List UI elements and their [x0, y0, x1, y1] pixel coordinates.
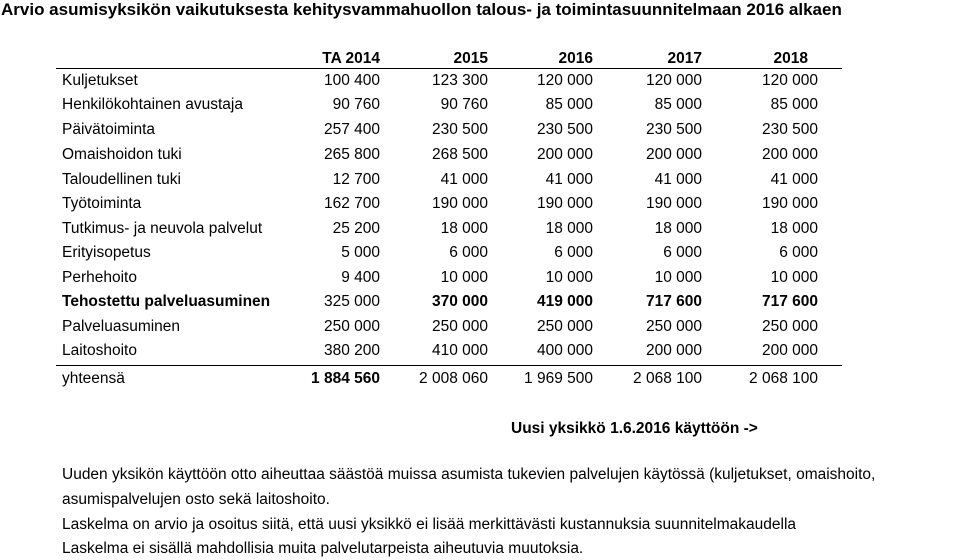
- column-header-2017: 2017: [667, 50, 702, 67]
- table-cell: 85 000: [654, 96, 702, 113]
- table-row: [0, 293, 960, 317]
- note-line: asumispalvelujen osto sekä laitoshoito.: [62, 491, 330, 508]
- table-cell: 230 500: [431, 121, 488, 138]
- table-cell: 230 500: [536, 121, 593, 138]
- table-cell: 190 000: [431, 195, 488, 212]
- table-cell: 10 000: [770, 269, 818, 286]
- total-cell: 2 068 100: [749, 370, 818, 387]
- table-cell: 250 000: [761, 318, 818, 335]
- table-cell: 6 000: [663, 244, 702, 261]
- table-row: [0, 318, 960, 342]
- table-cell: 18 000: [654, 220, 702, 237]
- table-cell: 200 000: [645, 146, 702, 163]
- table-cell: 257 400: [323, 121, 380, 138]
- table-cell: 90 760: [440, 96, 488, 113]
- page-title: Arvio asumisyksikön vaikutuksesta kehitysvammahuollon talous- ja toimintasuunnitelmaan 2016 alkaen: [1, 0, 842, 19]
- table-cell: 18 000: [440, 220, 488, 237]
- table-cell: 120 000: [645, 72, 702, 89]
- row-label: Palveluasuminen: [62, 318, 181, 335]
- note-line: Laskelma on arvio ja osoitus siitä, että uusi yksikkö ei lisää merkittävästi kustannuksia suunnitelmakaudella: [62, 516, 797, 533]
- table-cell: 90 760: [332, 96, 380, 113]
- header-divider: [56, 68, 842, 69]
- table-cell: 162 700: [323, 195, 380, 212]
- column-header-2016: 2016: [558, 50, 593, 67]
- table-cell: 120 000: [761, 72, 818, 89]
- table-cell: 41 000: [545, 171, 593, 188]
- column-header-2018: 2018: [773, 50, 808, 67]
- table-cell: 190 000: [645, 195, 702, 212]
- table-cell: 250 000: [536, 318, 593, 335]
- table-row: [0, 220, 960, 244]
- row-label: Omaishoidon tuki: [62, 146, 182, 163]
- table-row: [0, 269, 960, 293]
- table-cell: 200 000: [761, 146, 818, 163]
- table-cell: 717 600: [761, 293, 818, 310]
- table-cell: 717 600: [645, 293, 702, 310]
- row-label: Erityisopetus: [62, 244, 151, 261]
- table-cell: 25 200: [332, 220, 380, 237]
- table-cell: 265 800: [323, 146, 380, 163]
- table-cell: 10 000: [654, 269, 702, 286]
- table-cell: 419 000: [536, 293, 593, 310]
- table-cell: 380 200: [323, 342, 380, 359]
- new-unit-note: Uusi yksikkö 1.6.2016 käyttöön ->: [511, 420, 758, 437]
- table-cell: 9 400: [341, 269, 380, 286]
- row-label: Laitoshoito: [62, 342, 137, 359]
- table-cell: 400 000: [536, 342, 593, 359]
- table-cell: 190 000: [761, 195, 818, 212]
- table-cell: 6 000: [449, 244, 488, 261]
- table-cell: 41 000: [654, 171, 702, 188]
- table-cell: 10 000: [440, 269, 488, 286]
- note-line: Uuden yksikön käyttöön otto aiheuttaa säästöä muissa asumista tukevien palvelujen käytössä (kuljetukset, omaishoito,: [62, 466, 876, 483]
- table-row: [0, 244, 960, 268]
- table-cell: 200 000: [761, 342, 818, 359]
- total-cell: 1 969 500: [524, 370, 593, 387]
- table-cell: 120 000: [536, 72, 593, 89]
- total-divider: [56, 365, 842, 366]
- table-cell: 200 000: [536, 146, 593, 163]
- table-cell: 370 000: [431, 293, 488, 310]
- row-label: Henkilökohtainen avustaja: [62, 96, 243, 113]
- table-cell: 100 400: [323, 72, 380, 89]
- table-cell: 190 000: [536, 195, 593, 212]
- table-row: [0, 72, 960, 96]
- table-cell: 85 000: [545, 96, 593, 113]
- table-cell: 268 500: [431, 146, 488, 163]
- column-header-ta-2014: TA 2014: [322, 50, 380, 67]
- row-label: Päivätoiminta: [62, 121, 156, 138]
- table-cell: 5 000: [341, 244, 380, 261]
- table-cell: 18 000: [770, 220, 818, 237]
- table-cell: 230 500: [645, 121, 702, 138]
- table-cell: 230 500: [761, 121, 818, 138]
- total-cell: 2 068 100: [633, 370, 702, 387]
- table-cell: 12 700: [332, 171, 380, 188]
- table-cell: 123 300: [431, 72, 488, 89]
- row-label: Perhehoito: [62, 269, 137, 286]
- table-cell: 41 000: [440, 171, 488, 188]
- table-row: [0, 121, 960, 145]
- table-cell: 325 000: [323, 293, 380, 310]
- table-cell: 6 000: [554, 244, 593, 261]
- table-cell: 250 000: [645, 318, 702, 335]
- table-row: [0, 96, 960, 120]
- row-label: Tehostettu palveluasuminen: [62, 293, 271, 310]
- column-header-2015: 2015: [453, 50, 488, 67]
- table-cell: 85 000: [770, 96, 818, 113]
- table-row: [0, 146, 960, 170]
- table-cell: 6 000: [779, 244, 818, 261]
- total-row: [0, 370, 960, 394]
- table-cell: 250 000: [323, 318, 380, 335]
- table-cell: 18 000: [545, 220, 593, 237]
- table-cell: 250 000: [431, 318, 488, 335]
- total-cell: 2 008 060: [419, 370, 488, 387]
- row-label: Kuljetukset: [62, 72, 138, 89]
- total-cell: 1 884 560: [311, 370, 380, 387]
- table-cell: 200 000: [645, 342, 702, 359]
- table-row: [0, 342, 960, 366]
- table-cell: 410 000: [431, 342, 488, 359]
- note-line: Laskelma ei sisällä mahdollisia muita palvelutarpeista aiheutuvia muutoksia.: [62, 540, 584, 557]
- table-cell: 10 000: [545, 269, 593, 286]
- row-label: Taloudellinen tuki: [62, 171, 181, 188]
- table-row: [0, 171, 960, 195]
- row-label: Työtoiminta: [62, 195, 142, 212]
- table-row: [0, 195, 960, 219]
- total-label: yhteensä: [62, 370, 125, 387]
- row-label: Tutkimus- ja neuvola palvelut: [62, 220, 263, 237]
- table-cell: 41 000: [770, 171, 818, 188]
